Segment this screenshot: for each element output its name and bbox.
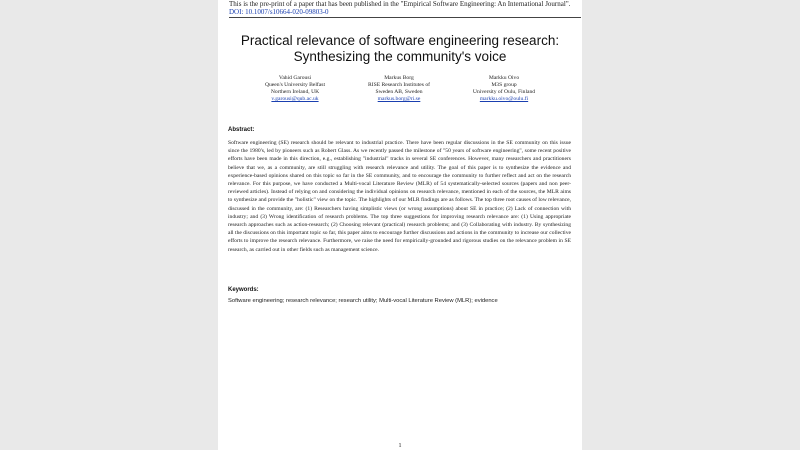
title-line-2: Synthesizing the community's voice bbox=[293, 49, 507, 64]
author-block bbox=[218, 75, 582, 115]
author-1 bbox=[235, 75, 355, 103]
author-email[interactable]: v.garousi@qub.ac.uk bbox=[271, 96, 319, 102]
keywords-body: Software engineering; research relevance; research utility; Multi-vocal Literature Review (MLR); evidence bbox=[228, 298, 498, 304]
paper-page bbox=[218, 0, 582, 450]
author-email[interactable]: markku.oivo@oulu.fi bbox=[479, 96, 529, 102]
author-email[interactable]: markus.borg@ri.se bbox=[377, 96, 421, 102]
author-affiliation: Sweden AB, Sweden bbox=[375, 89, 423, 95]
author-name: Markus Borg bbox=[384, 75, 414, 81]
author-affiliation: M3S group bbox=[491, 82, 517, 88]
author-name: Vahid Garousi bbox=[278, 75, 312, 81]
preprint-note bbox=[229, 0, 581, 18]
author-2 bbox=[339, 75, 459, 103]
author-affiliation: Queen's University Belfast bbox=[264, 82, 326, 88]
author-3 bbox=[444, 75, 564, 103]
title-line-1: Practical relevance of software engineering research: bbox=[240, 33, 560, 48]
paper-title bbox=[218, 33, 582, 65]
preprint-text: This is the pre-print of a paper that has been published in the "Empirical Software Engineering: An International Journal". bbox=[229, 0, 571, 8]
keywords-heading: Keywords: bbox=[228, 287, 259, 293]
author-affiliation: RISE Research Institutes of bbox=[368, 82, 430, 88]
abstract-body: Software engineering (SE) research should be relevant to industrial practice. There have been regular discussions in the SE community on this issue since the 1980's, led by pioneers such as Robert Glass. As we recently passed the milestone of "50 years of software engineering", some recent positive efforts have been made in this direction, e.g., establishing "industrial" tracks in several SE conferences. However, many researchers and practitioners believe that we, as a community, are still struggling with research relevance and utility. The goal of this paper is to synthesize the evidence and experience-based opinions shared on this topic so far in the SE community, and to encourage the community to further reflect and act on the research relevance. For this purpose, we have conducted a Multi-vocal Literature Review (MLR) of 54 systematically-selected sources (papers and non peer-reviewed articles). Instead of relying on and considering the individual opinions on research relevance, mentioned in each of the sources, the MLR aims to synthesize and provide the "holistic" view on the topic. The highlights of our MLR findings are as follows. The top three root causes of low relevance, discussed in the community, are: (1) Researchers having simplistic views (or wrong assumptions) about SE in practice; (2) Lack of connection with industry; and (3) Wrong identification of research problems. The top three suggestions for improving research relevance are: (1) Using appropriate research approaches such as action-research; (2) Choosing relevant (practical) research problems; and (3) Collaborating with industry. By synthesizing all the discussions on this important topic so far, this paper aims to encourage further discussions and actions in the community to increase our collective efforts to improve the research relevance. Furthermore, we raise the need for empirically-grounded and rigorous studies on the relevance problem in SE research, as carried out in other fields such as management science. bbox=[228, 140, 571, 253]
page-number: 1 bbox=[398, 443, 402, 449]
doi-link[interactable]: DOI: 10.1007/s10664-020-09803-0 bbox=[229, 8, 329, 16]
author-affiliation: Northern Ireland, UK bbox=[270, 89, 320, 95]
author-affiliation: University of Oulu, Finland bbox=[472, 89, 536, 95]
abstract-heading: Abstract: bbox=[228, 127, 255, 133]
author-name: Markku Oivo bbox=[488, 75, 520, 81]
